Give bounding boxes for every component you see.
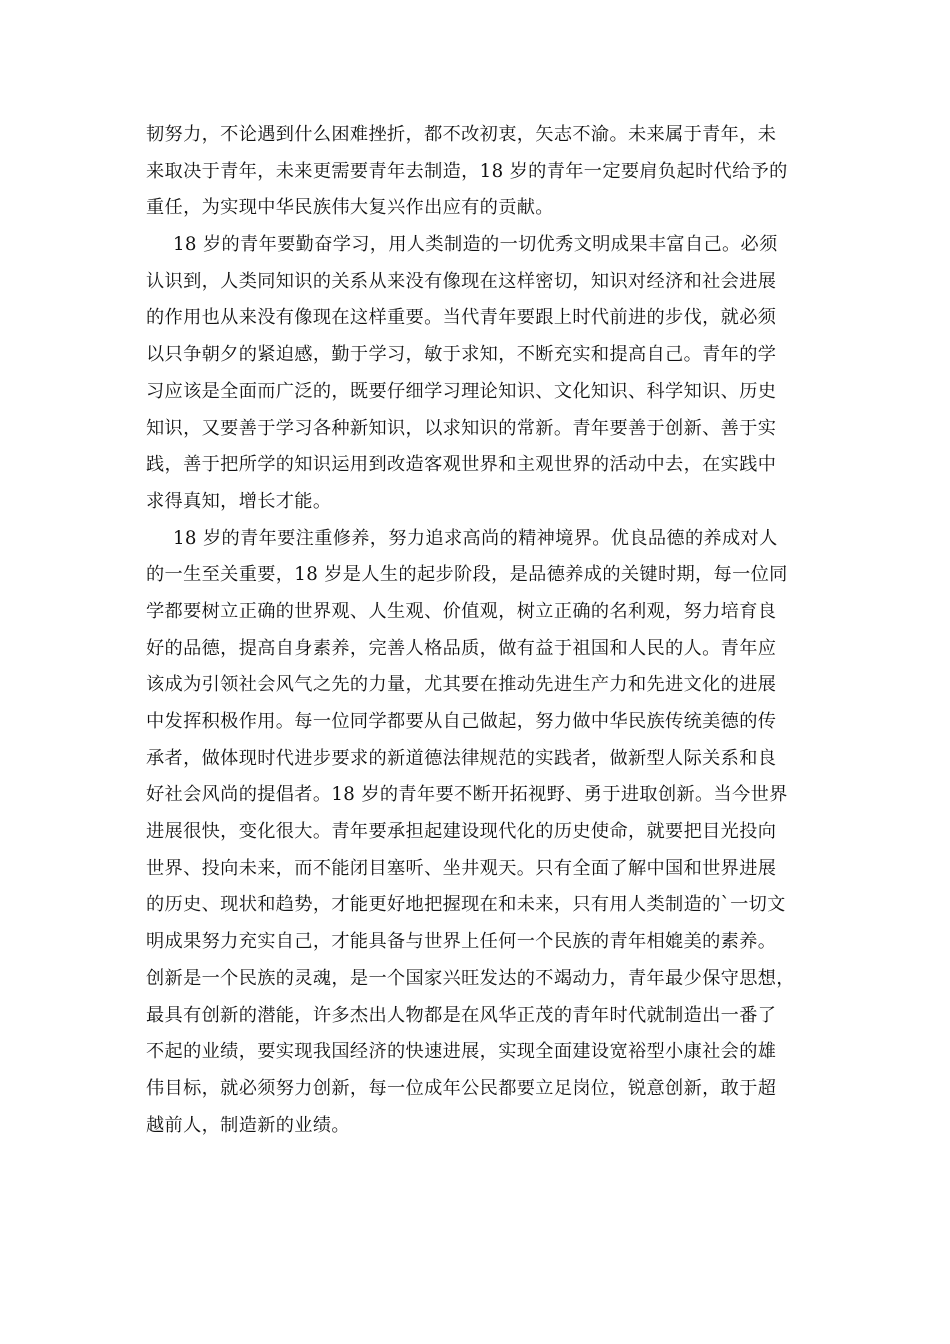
- text-line: 进展很快，变化很大。青年要承担起建设现代化的历史使命，就要把目光投向: [146, 821, 777, 843]
- text-line: 创新是一个民族的灵魂，是一个国家兴旺发达的不竭动力，青年最少保守思想，: [146, 967, 795, 989]
- text-line: 的作用也从来没有像现在这样重要。当代青年要跟上时代前进的步伐，就必须: [146, 307, 777, 329]
- paragraph-start-line: 18 岁的青年要注重修养，努力追求高尚的精神境界。优良品德的养成对人: [173, 527, 778, 549]
- text-line: 明成果努力充实自己，才能具备与世界上任何一个民族的青年相媲美的素养。: [146, 931, 777, 953]
- text-line: 习应该是全面而广泛的，既要仔细学习理论知识、文化知识、科学知识、历史: [146, 380, 777, 402]
- text-line: 的历史、现状和趋势，才能更好地把握现在和未来，只有用人类制造的`一切文: [146, 894, 786, 916]
- text-line: 求得真知，增长才能。: [146, 490, 332, 512]
- text-line: 伟目标，就必须努力创新，每一位成年公民都要立足岗位，锐意创新，敢于超: [146, 1077, 777, 1099]
- text-line: 中发挥积极作用。每一位同学都要从自己做起，努力做中华民族传统美德的传: [146, 711, 777, 732]
- text-line: 越前人，制造新的业绩。: [146, 1114, 350, 1136]
- text-line: 认识到，人类同知识的关系从来没有像现在这样密切，知识对经济和社会进展: [146, 270, 777, 292]
- body-text: [146, 117, 811, 1144]
- text-line: 最具有创新的潜能，许多杰出人物都是在风华正茂的青年时代就制造出一番了: [146, 1004, 777, 1026]
- text-line: 来取决于青年，未来更需要青年去制造，18 岁的青年一定要肩负起时代给予的: [146, 160, 788, 182]
- text-line: 韧努力，不论遇到什么困难挫折，都不改初衷，矢志不渝。未来属于青年，未: [146, 124, 777, 145]
- text-line: 好的品德，提高自身素养，完善人格品质，做有益于祖国和人民的人。青年应: [146, 637, 777, 659]
- text-line: 知识，又要善于学习各种新知识，以求知识的常新。青年要善于创新、善于实: [146, 417, 777, 439]
- text-line: 承者，做体现时代进步要求的新道德法律规范的实践者，做新型人际关系和良: [146, 747, 777, 769]
- text-line: 该成为引领社会风气之先的力量，尤其要在推动先进生产力和先进文化的进展: [146, 674, 777, 696]
- text-line: 以只争朝夕的紧迫感，勤于学习，敏于求知，不断充实和提高自己。青年的学: [146, 344, 777, 366]
- text-line: 不起的业绩，要实现我国经济的快速进展，实现全面建设宽裕型小康社会的雄: [146, 1041, 777, 1063]
- text-line: 好社会风尚的提倡者。18 岁的青年要不断开拓视野、勇于进取创新。当今世界: [146, 784, 788, 806]
- text-line: 践，善于把所学的知识运用到改造客观世界和主观世界的活动中去，在实践中: [146, 454, 777, 476]
- paragraph-start-line: 18 岁的青年要勤奋学习，用人类制造的一切优秀文明成果丰富自己。必须: [173, 234, 778, 256]
- text-line: 学都要树立正确的世界观、人生观、价值观，树立正确的名利观，努力培育良: [146, 600, 777, 622]
- text-line: 重任，为实现中华民族伟大复兴作出应有的贡献。: [146, 197, 554, 219]
- text-line: 世界、投向未来，而不能闭目塞听、坐井观天。只有全面了解中国和世界进展: [146, 857, 777, 879]
- text-line: 的一生至关重要，18 岁是人生的起步阶段，是品德养成的关键时期，每一位同: [146, 564, 788, 586]
